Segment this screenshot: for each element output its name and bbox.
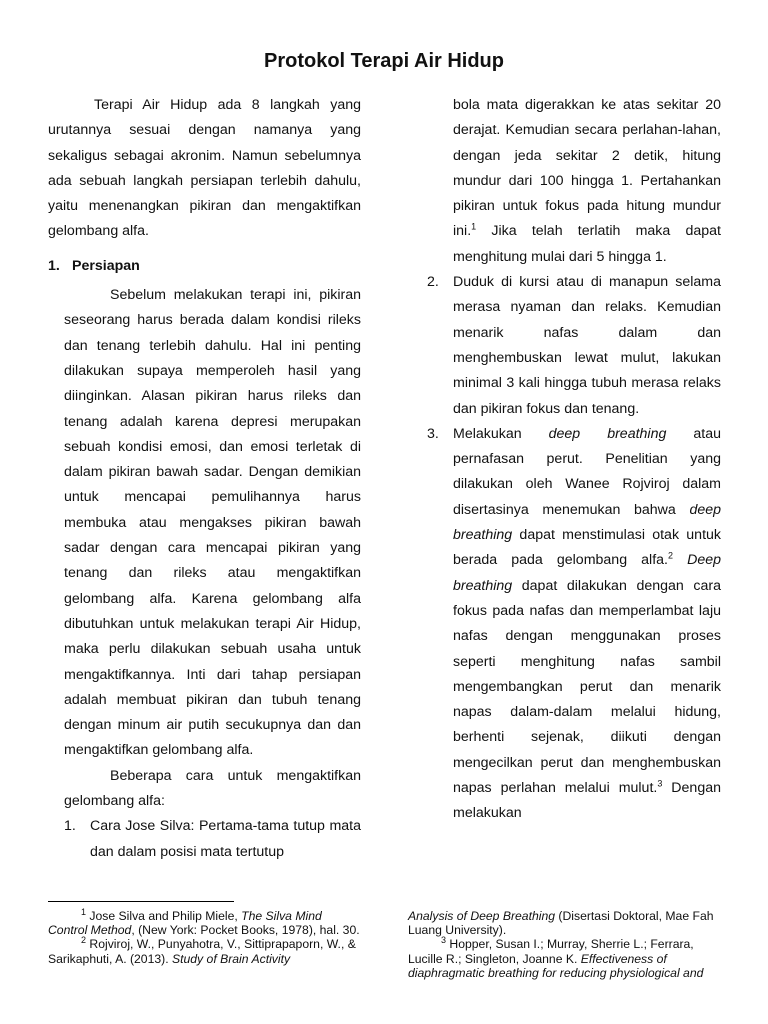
footnote-mark: 1 [81, 906, 87, 917]
list-item-number: 2. [427, 274, 439, 291]
footnote-text: Hopper, Susan I.; Murray, Sherrie L.; Ferrara, Lucille R.; Singleton, Joanne K. [408, 937, 694, 966]
list-item-text: Duduk di kursi atau di manapun selama merasa nyaman dan relaks. Kemudian menarik nafas dalam dan menghembuskan lewat mulut, lakukan minimal 3 kali hingga tubuh merasa relaks dan pikiran fokus dan tenang. [453, 274, 721, 417]
section-title: Persiapan [72, 257, 140, 274]
list-item-text: Dengan melakukan [453, 780, 721, 822]
continuation-text: bola mata digerakkan ke atas sekitar 20 derajat. Kemudian secara perlahan-lahan, dengan jeda sekitar 2 detik, hitung mundur dari 100 hingga 1. Pertahankan pikiran untuk fokus pada hitung mundur ini. [453, 97, 721, 240]
alpha-intro-paragraph: Beberapa cara untuk mengaktifkan gelombang alfa: [64, 767, 361, 810]
left-column [48, 93, 361, 865]
section-body [48, 283, 361, 865]
footnote-mark: 3 [441, 935, 447, 946]
term-italic: deep breathing [453, 501, 721, 544]
term-italic: deep breathing [548, 425, 667, 442]
footnote-ref: 1 [471, 221, 477, 232]
term-italic: Deep breathing [453, 552, 721, 594]
footnote-divider [48, 901, 234, 902]
footnote-ref: 2 [667, 550, 673, 561]
footnote-title: The Silva Mind Control Method [48, 909, 322, 938]
footnote-continuation [408, 909, 723, 937]
list-item-continuation [427, 93, 721, 270]
list-item [427, 270, 721, 422]
right-column [427, 93, 721, 827]
list-item [427, 422, 721, 827]
page-title: Protokol Terapi Air Hidup [263, 50, 504, 72]
footnote-text: Rojviroj, W., Punyahotra, V., Sittiprapaporn, W., & Sarikaphuti, A. (2013). [48, 937, 356, 966]
list-item [64, 814, 361, 865]
footnote-ref: 3 [657, 778, 663, 789]
list-item-number: 1. [64, 818, 76, 835]
list-item-text: Cara Jose Silva: Pertama-tama tutup mata dan dalam posisi mata tertutup [90, 818, 361, 860]
footnotes-right [408, 909, 723, 980]
footnote-text: , (New York: Pocket Books, 1978), hal. 30. [131, 923, 360, 938]
list-item-number: 3. [427, 425, 439, 442]
list-item-text: Melakukan [453, 425, 549, 442]
footnote-text: (Disertasi Doktoral, Mae Fah Luang University). [408, 909, 714, 938]
persiapan-paragraph: Sebelum melakukan terapi ini, pikiran seseorang harus berada dalam kondisi rileks dan tenang terlebih dahulu. Hal ini penting dilakukan supaya memperoleh hasil yang diinginkan. Alasan pikiran harus rileks dan tenang adalah karena depresi merupakan sebuah kondisi emosi, dan emosi terletak di dalam pikiran bawah sadar. Dengan demikian untuk mencapai pemulihannya harus membuka atau mengakses pikiran bawah sadar dengan cara mencapai pikiran yang tenang dan rileks atau mengaktifkan gelombang alfa. Karena gelombang alfa dibutuhkan untuk melakukan terapi Air Hidup, maka perlu dilakukan sebuah usaha untuk mengaktifkannya. Inti dari tahap persiapan adalah membuat pikiran dan tubuh tenang dengan minum air putih secukupnya dan dan mengaktifkan gelombang alfa. [64, 287, 361, 759]
footnote-text: Jose Silva and Philip Miele, [86, 909, 242, 923]
list-item-text: atau pernafasan perut. Penelitian yang dilakukan oleh Wanee Rojviroj dalam disertasinya menemukan bahwa [453, 425, 721, 518]
footnote-title: Analysis of Deep Breathing [408, 909, 556, 923]
list-item-text: dapat dilakukan dengan cara fokus pada nafas dan memperlambat laju nafas dengan menggunakan proses seperti menghitung nafas sambil mengembangkan perut dan menarik napas dalam-dalam melalui hidung, berhenti sejenak, diikuti dengan mengecilkan perut dan menghembuskan napas perlahan melalui mulut. [453, 577, 721, 797]
footnote-title: Study of Brain Activity [171, 951, 291, 966]
footnote [48, 906, 363, 938]
intro-paragraph: Terapi Air Hidup ada 8 langkah yang urutannya sesuai dengan namanya yang sekaligus sebagai akronim. Namun sebelumnya ada sebuah langkah persiapan terlebih dahulu, yaitu menenangkan pikiran dan mengaktifkan gelombang alfa. [48, 97, 361, 240]
footnotes-left [48, 906, 363, 966]
footnote-title: Effectiveness of diaphragmatic breathing for reducing physiological and [408, 951, 704, 980]
footnote-mark: 2 [81, 935, 87, 946]
list-item-text: dapat menstimulasi otak untuk berada pada gelombang alfa. [453, 527, 721, 569]
continuation-text: Jika telah terlatih maka dapat menghitung mulai dari 5 hingga 1. [453, 223, 721, 265]
section-heading [48, 254, 361, 279]
footnote [48, 937, 363, 965]
footnote [408, 937, 723, 980]
section-number: 1. [48, 257, 60, 274]
